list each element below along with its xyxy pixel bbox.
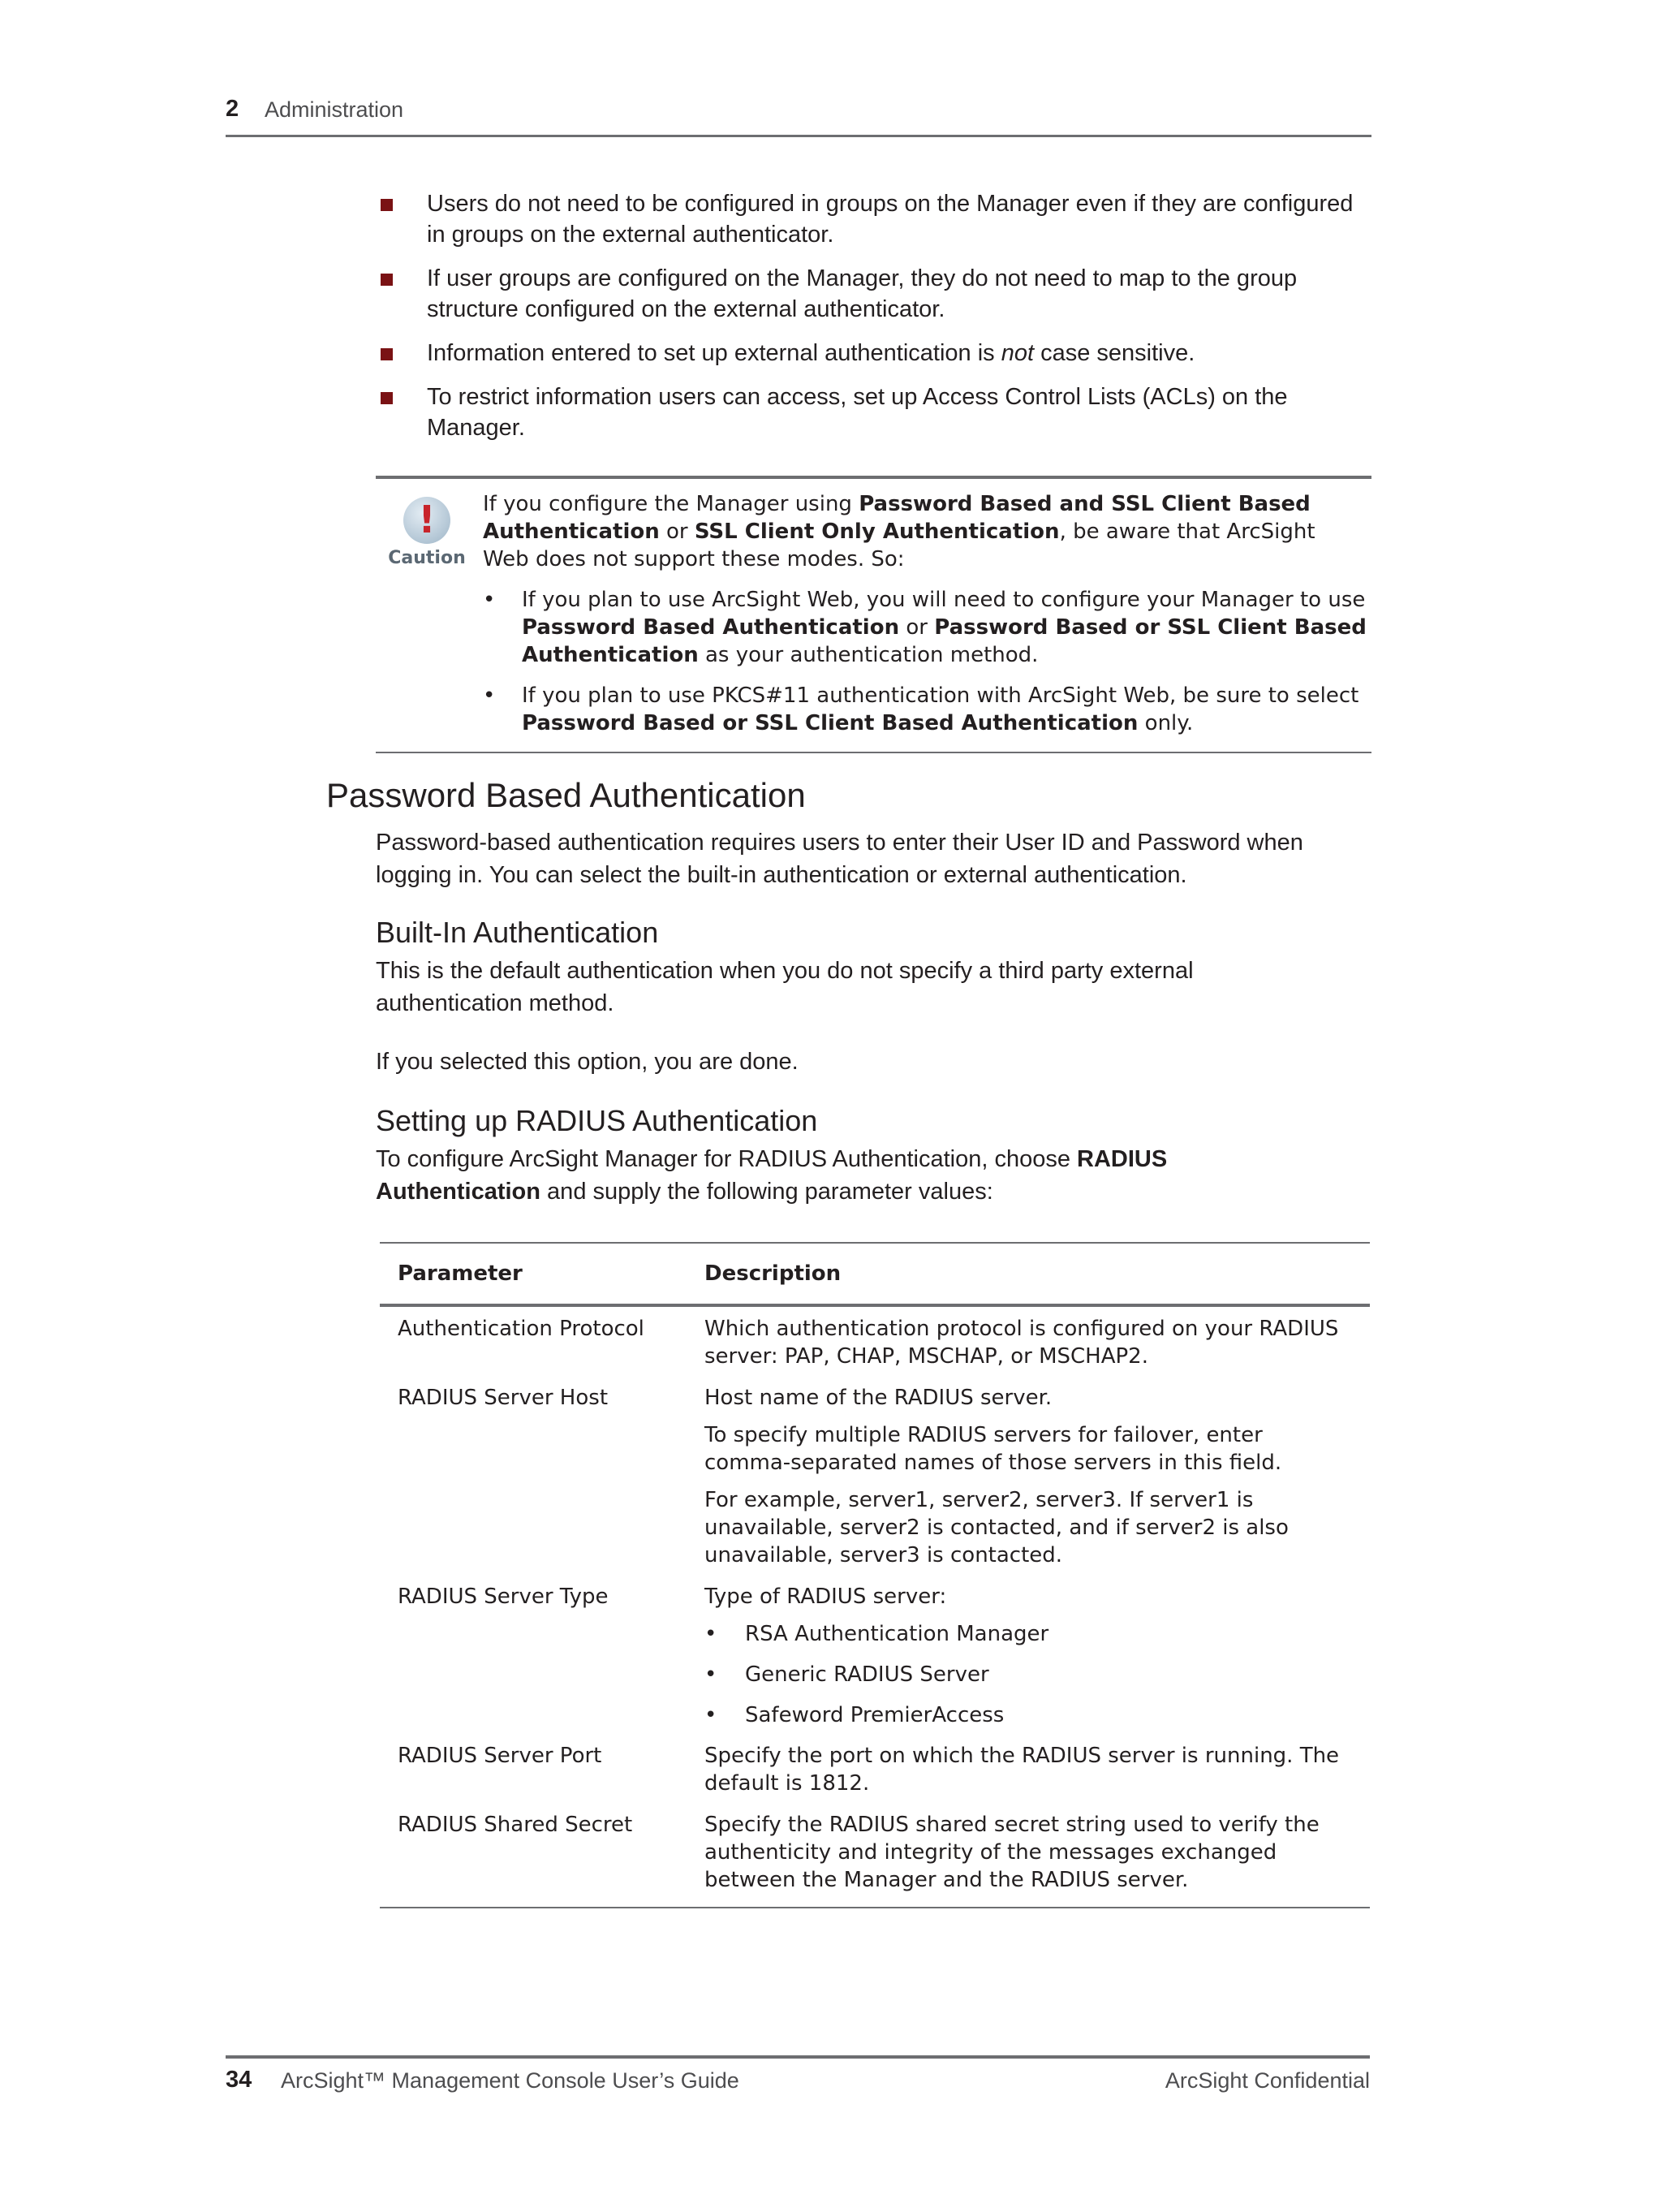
caution-bullet: • If you plan to use ArcSight Web, you will need to configure your Manager to use Password Based Authentication or Password Based or SSL Client Based Authentication as your authentication method.: [483, 588, 1367, 667]
table-row: [380, 1742, 1370, 1797]
column-header-description: Description: [704, 1261, 842, 1286]
page-number: 34: [226, 2067, 252, 2093]
parameter-table: [380, 1242, 1370, 1908]
section-intro: Password-based authentication requires users to enter their User ID and Password when logging in. You can select the built-in authentication or external authentication.: [376, 830, 1303, 888]
confidential-label: ArcSight Confidential: [1165, 2068, 1370, 2093]
bullet-dot-icon: •: [704, 1662, 717, 1687]
builtin-title: Built-In Authentication: [376, 916, 659, 949]
chapter-title: Administration: [265, 97, 404, 122]
caution-note: [376, 476, 1371, 753]
bullet-dot-icon: •: [483, 588, 496, 612]
desc-cell: Specify the port on which the RADIUS server is running. The default is 1812.: [704, 1744, 1340, 1796]
list-item: • Generic RADIUS Server: [704, 1662, 989, 1687]
caution-label: Caution: [388, 548, 466, 568]
table-row: [380, 1811, 1370, 1894]
param-cell: RADIUS Server Port: [398, 1744, 602, 1768]
param-cell: RADIUS Server Host: [398, 1386, 609, 1410]
page-header: [226, 91, 1371, 137]
list-item: [375, 263, 1373, 325]
param-cell: Authentication Protocol: [398, 1317, 644, 1341]
list-item: • RSA Authentication Manager: [704, 1622, 1049, 1646]
exclamation-icon: !: [418, 498, 436, 541]
radius-title: Setting up RADIUS Authentication: [376, 1104, 818, 1137]
desc-cell: Which authentication protocol is configured on your RADIUS server: PAP, CHAP, MSCHAP, or MSCHAP2.: [704, 1317, 1339, 1369]
chapter-number: 2: [226, 96, 239, 122]
table-row: [380, 1583, 1370, 1729]
list-item-text: Users do not need to be configured in groups on the Manager even if they are configured in groups on the external authenticator.: [427, 191, 1354, 248]
bullet-dot-icon: •: [483, 683, 496, 708]
emphasis: not: [1001, 340, 1035, 366]
param-cell: RADIUS Shared Secret: [398, 1813, 633, 1837]
desc-cell: Host name of the RADIUS server. To specify multiple RADIUS servers for failover, enter comma-separated names of those servers in this field. For example, server1, server2, server3. If server1 is unavailable, server2 is contacted, and if server2 is also unavailable, server3 is contacted.: [704, 1386, 1289, 1567]
desc-cell: Specify the RADIUS shared secret string used to verify the authenticity and integrity of the messages exchanged between the Manager and the RADIUS server.: [704, 1813, 1320, 1892]
caution-intro: If you configure the Manager using Password Based and SSL Client Based Authentication or SSL Client Only Authentication, be aware that ArcSight Web does not support these modes. So:: [483, 492, 1315, 571]
list-item: [375, 382, 1373, 443]
desc-cell: Type of RADIUS server: • RSA Authentication Manager • Generic RADIUS Server • Safeword PremierAccess: [704, 1583, 1354, 1729]
param-cell: RADIUS Server Type: [398, 1585, 609, 1609]
list-item-text: If user groups are configured on the Manager, they do not need to map to the group structure configured on the external authenticator.: [427, 265, 1298, 322]
radius-intro: To configure ArcSight Manager for RADIUS Authentication, choose RADIUS Authentication and supply the following parameter values:: [376, 1146, 1168, 1205]
page-footer: [226, 2055, 1370, 2096]
builtin-done: If you selected this option, you are done.: [376, 1049, 799, 1075]
section-title: Password Based Authentication: [326, 776, 806, 814]
bullet-square-icon: [381, 274, 393, 286]
list-item-text: Information entered to set up external authentication is not case sensitive.: [427, 340, 1195, 366]
bullet-square-icon: [381, 392, 393, 404]
list-item: • Safeword PremierAccess: [704, 1703, 1005, 1727]
list-item-text: To restrict information users can access, set up Access Control Lists (ACLs) on the Manager.: [427, 384, 1288, 441]
table-row: [380, 1384, 1370, 1569]
bullet-list: [375, 188, 1373, 456]
caution-bullet: • If you plan to use PKCS#11 authentication with ArcSight Web, be sure to select Password Based or SSL Client Based Authentication only.: [483, 683, 1359, 735]
bullet-square-icon: [381, 199, 393, 211]
table-row: [380, 1315, 1370, 1370]
bullet-dot-icon: •: [704, 1703, 717, 1727]
book-title: ArcSight™ Management Console User’s Guide: [281, 2068, 739, 2093]
table-header: [380, 1244, 1370, 1307]
builtin-paragraph: This is the default authentication when you do not specify a third party external authentication method.: [376, 958, 1194, 1016]
column-header-parameter: Parameter: [398, 1261, 523, 1286]
caution-icon: [384, 497, 473, 586]
bullet-square-icon: [381, 348, 393, 360]
list-item: [375, 338, 1373, 369]
caution-body: [483, 490, 1367, 737]
bullet-dot-icon: •: [704, 1622, 717, 1646]
list-item: [375, 188, 1373, 250]
